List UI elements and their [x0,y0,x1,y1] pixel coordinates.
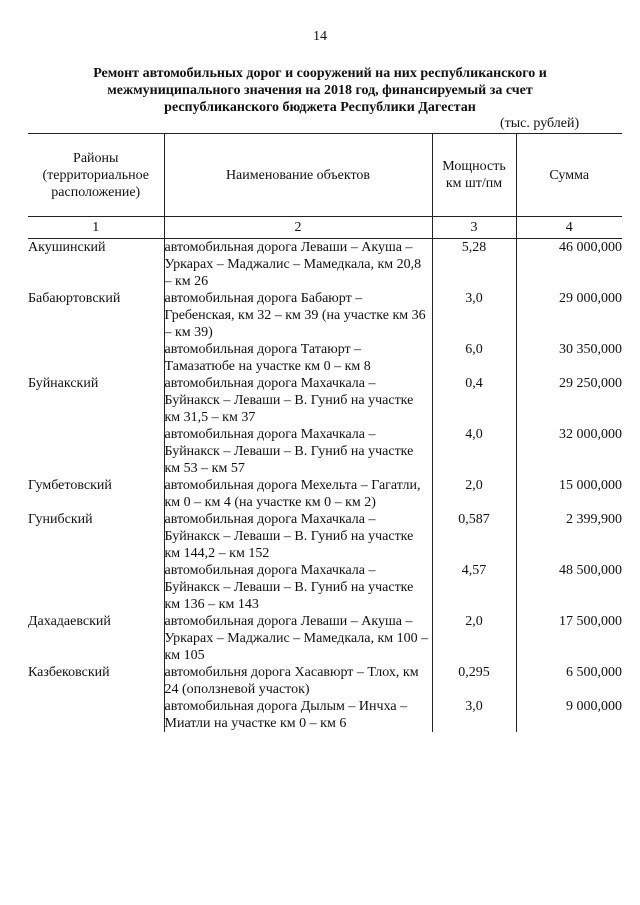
district-cell: Буйнакский [28,376,99,391]
table-row [28,664,622,698]
object-cell: автомобильная дорога Леваши – Акуша – Уркарах – Маджалис – Мамедкала, км 100 – км 105 [164,613,432,664]
table-row [28,562,622,613]
sum-cell: 6 500,000 [516,664,622,698]
header-district-line-1: Районы [73,150,119,166]
sum-cell: 46 000,000 [516,239,622,291]
header-sum: Сумма [516,134,622,217]
header-district [28,134,164,217]
column-number: 1 [28,217,164,239]
object-cell: автомобильная дорога Дылым – Инчха – Миатли на участке км 0 – км 6 [164,698,432,732]
sum-cell: 30 350,000 [516,341,622,375]
table-row [28,341,622,375]
district-cell [28,562,164,613]
district-cell: Гумбетовский [28,478,112,493]
district-cell: Гунибский [28,512,93,527]
page-number: 14 [313,29,327,44]
sum-cell: 29 000,000 [516,290,622,341]
table-row [28,239,622,291]
sum-cell: 15 000,000 [516,477,622,511]
district-cell: Казбековский [28,665,110,680]
capacity-cell: 3,0 [432,290,516,341]
header-capacity [432,134,516,217]
column-number: 2 [164,217,432,239]
roads-table [28,133,622,732]
capacity-cell: 5,28 [432,239,516,291]
object-cell: автомобильная дорога Махачкала – Буйнакск – Леваши – В. Гуниб на участке км 53 – км 57 [164,426,432,477]
object-cell: автомобильная дорога Мехельта – Гагатли, км 0 – км 4 (на участке км 0 – км 2) [164,477,432,511]
sum-cell: 48 500,000 [516,562,622,613]
capacity-cell: 4,57 [432,562,516,613]
column-number: 3 [432,217,516,239]
capacity-cell: 3,0 [432,698,516,732]
object-cell: автомобильня дорога Хасавюрт – Тлох, км 24 (оползневой участок) [164,664,432,698]
district-cell: Дахадаевский [28,614,111,629]
column-number-row [28,217,622,239]
district-cell [28,426,164,477]
object-cell: автомобильная дорога Махачкала – Буйнакск – Леваши – В. Гуниб на участке км 136 – км 143 [164,562,432,613]
sum-cell: 32 000,000 [516,426,622,477]
object-cell: автомобильная дорога Татаюрт – Тамазатюбе на участке км 0 – км 8 [164,341,432,375]
capacity-cell: 0,587 [432,511,516,562]
capacity-cell: 4,0 [432,426,516,477]
sum-cell: 2 399,900 [516,511,622,562]
table-row [28,698,622,732]
document-title [40,65,600,116]
header-district-line-3: расположение) [51,184,141,200]
header-capacity-line-2: км шт/пм [445,176,503,191]
object-cell: автомобильная дорога Леваши – Акуша – Уркарах – Маджалис – Мамедкала, км 20,8 – км 26 [164,239,432,291]
table-row [28,426,622,477]
sum-cell: 17 500,000 [516,613,622,664]
header-district-line-2: (территориальное [42,167,149,183]
title-line-3: республиканского бюджета Республики Дагестан [164,100,476,115]
district-cell: Акушинский [28,240,106,255]
table-row [28,511,622,562]
object-cell: автомобильная дорога Махачкала – Буйнакск – Леваши – В. Гуниб на участке км 144,2 – км 152 [164,511,432,562]
capacity-cell: 0,4 [432,375,516,426]
capacity-cell: 2,0 [432,477,516,511]
district-cell: Бабаюртовский [28,291,121,306]
table-body [28,239,622,733]
header-capacity-line-1: Мощность [442,159,506,174]
table-header-row [28,134,622,217]
header-object: Наименование объектов [164,134,432,217]
units-note: (тыс. рублей) [500,116,580,131]
title-line-1: Ремонт автомобильных дорог и сооружений на них республиканского и [93,66,547,81]
table-row [28,477,622,511]
district-cell [28,698,164,732]
object-cell: автомобильная дорога Бабаюрт – Гребенская, км 32 – км 39 (на участке км 36 – км 39) [164,290,432,341]
column-number: 4 [516,217,622,239]
table-row [28,375,622,426]
sum-cell: 9 000,000 [516,698,622,732]
title-line-2: межмуниципального значения на 2018 год, финансируемый за счет [107,83,533,98]
capacity-cell: 2,0 [432,613,516,664]
table-row [28,613,622,664]
capacity-cell: 0,295 [432,664,516,698]
object-cell: автомобильная дорога Махачкала – Буйнакск – Леваши – В. Гуниб на участке км 31,5 – км 37 [164,375,432,426]
district-cell [28,341,164,375]
sum-cell: 29 250,000 [516,375,622,426]
capacity-cell: 6,0 [432,341,516,375]
table-row [28,290,622,341]
